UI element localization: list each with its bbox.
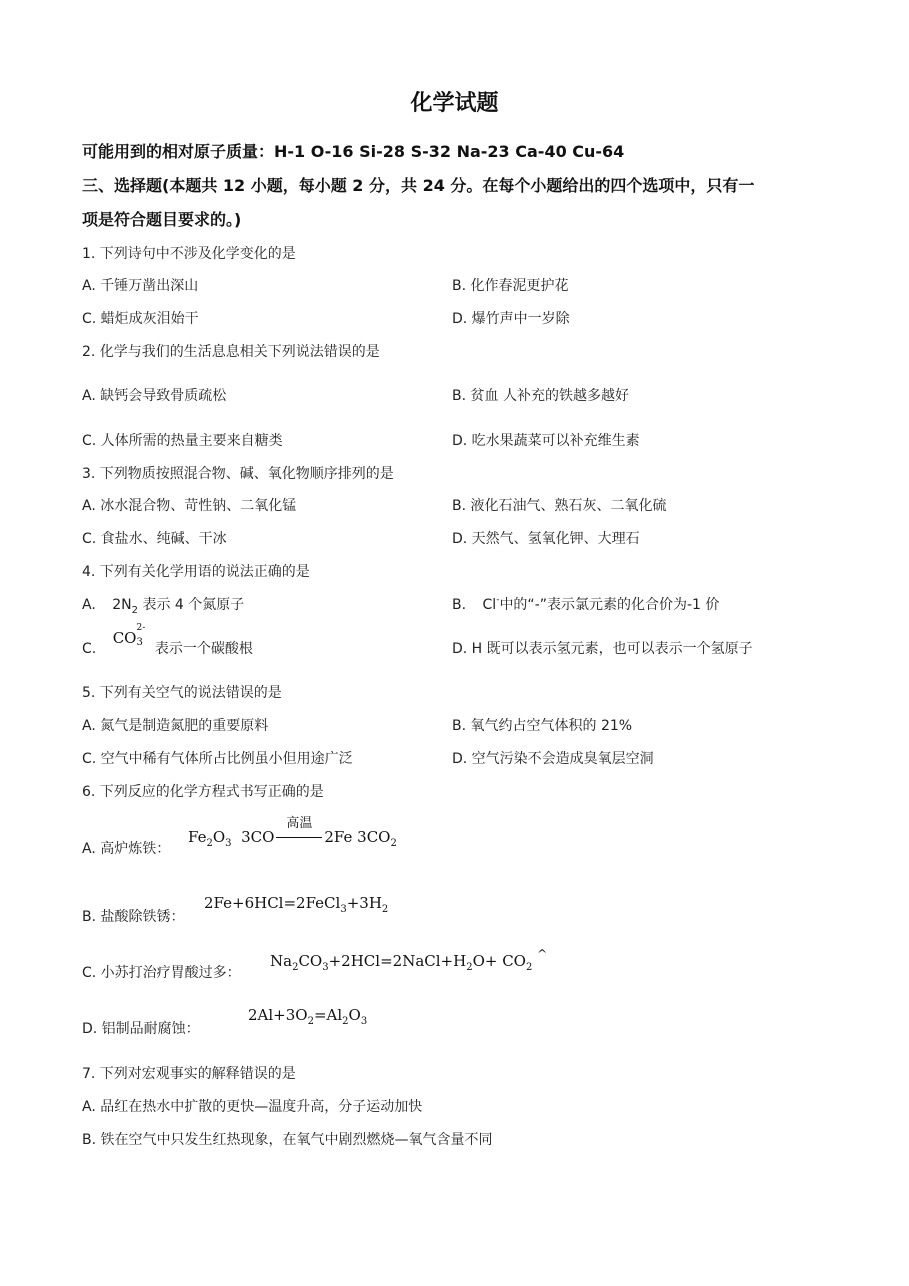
formula-cl-ion <box>483 597 500 613</box>
question-6-option-d-label: D. 铝制品耐腐蚀： <box>82 1021 200 1037</box>
question-6-option-b-label: B. 盐酸除铁锈： <box>82 909 185 925</box>
question-5-option-d: D. 空气污染不会造成臭氧层空洞 <box>452 751 654 767</box>
formula-subscript: 3 <box>136 637 143 648</box>
question-5-option-c: C. 空气中稀有气体所占比例虽小但用途广泛 <box>82 751 353 767</box>
formula-superscript: - <box>496 595 500 605</box>
option-text: 表示 4 个氮原子 <box>138 597 245 613</box>
question-7-option-a: A. 品红在热水中扩散的更快—温度升高，分子运动加快 <box>82 1099 423 1115</box>
question-4-option-d: D. H 既可以表示氢元素，也可以表示一个氢原子 <box>452 641 753 657</box>
equation-b: $2Fe+6HCl=2FeCl_3+3H_2$ <box>204 894 389 915</box>
option-label: A. <box>82 597 96 613</box>
page-title: 化学试题 <box>410 91 499 116</box>
question-1-option-c: C. 蜡炬成灰泪始干 <box>82 311 199 327</box>
question-3-stem: 3. 下列物质按照混合物、碱、氧化物顺序排列的是 <box>82 466 394 482</box>
equation-c: $Na_2CO_3+2HCl=2NaCl+H_2O+ CO_2$ ^ <box>270 947 548 973</box>
question-4-option-c <box>82 623 253 658</box>
question-5-option-b: B. 氧气约占空气体积的 21% <box>452 718 633 734</box>
question-3-option-c: C. 食盐水、纯碱、干冰 <box>82 531 227 547</box>
question-2-option-b: B. 贫血 人补充的铁越多越好 <box>452 388 629 404</box>
question-6-option-c-label: C. 小苏打治疗胃酸过多： <box>82 965 241 981</box>
question-2-option-a: A. 缺钙会导致骨质疏松 <box>82 388 227 404</box>
formula-text: CO <box>112 629 137 647</box>
question-2-option-d: D. 吃水果蔬菜可以补充维生素 <box>452 433 640 449</box>
formula-subscript: 2 <box>131 605 138 616</box>
section-heading-line1: 三、选择题(本题共 12 小题，每小题 2 分，共 24 分。在每个小题给出的四个选项中，只有一 <box>82 176 755 195</box>
formula-text: Cl <box>482 597 497 613</box>
question-5-stem: 5. 下列有关空气的说法错误的是 <box>82 685 282 701</box>
formula-superscript: 2- <box>136 623 146 633</box>
question-2-stem: 2. 化学与我们的生活息息相关下列说法错误的是 <box>82 344 380 360</box>
formula-2n2 <box>112 597 138 616</box>
option-label: C. <box>82 641 97 657</box>
equation-a: $Fe_2O_3$ 3CO 高温 2Fe $3CO_2$ <box>188 828 397 849</box>
reaction-condition: 高温 <box>286 816 313 831</box>
question-2-option-c: C. 人体所需的热量主要来自糖类 <box>82 433 283 449</box>
reaction-condition-arrow <box>276 816 322 842</box>
question-4-option-b <box>452 594 719 614</box>
question-4-option-a <box>82 594 244 616</box>
question-5-option-a: A. 氮气是制造氮肥的重要原料 <box>82 718 269 734</box>
question-4-stem: 4. 下列有关化学用语的说法正确的是 <box>82 564 310 580</box>
question-1-option-a: A. 千锤万凿出深山 <box>82 278 199 294</box>
question-6-option-a-label: A. 高炉炼铁： <box>82 841 171 857</box>
option-text: 表示一个碳酸根 <box>154 641 253 657</box>
question-1-stem: 1. 下列诗句中不涉及化学变化的是 <box>82 246 296 262</box>
section-heading-line2: 项是符合题目要求的。) <box>82 210 242 229</box>
equation-d: $2Al+3O_2=Al_2O_3$ <box>248 1006 368 1027</box>
formula-text: 2N <box>112 597 132 613</box>
question-7-option-b: B. 铁在空气中只发生红热现象，在氧气中剧烈燃烧—氧气含量不同 <box>82 1132 493 1148</box>
question-6-stem: 6. 下列反应的化学方程式书写正确的是 <box>82 784 324 800</box>
question-1-option-d: D. 爆竹声中一岁除 <box>452 311 570 327</box>
question-3-option-a: A. 冰水混合物、苛性钠、二氧化锰 <box>82 498 297 514</box>
question-3-option-b: B. 液化石油气、熟石灰、二氧化硫 <box>452 498 667 514</box>
question-7-stem: 7. 下列对宏观事实的解释错误的是 <box>82 1066 296 1082</box>
option-label: B. <box>452 597 467 613</box>
question-3-option-d: D. 天然气、氢氧化钾、大理石 <box>452 531 640 547</box>
atomic-mass-line: 可能用到的相对原子质量：H-1 O-16 Si-28 S-32 Na-23 Ca-40 Cu-64 <box>82 142 625 161</box>
option-text: 中的“-”表示氯元素的化合价为-1 价 <box>499 597 720 613</box>
question-1-option-b: B. 化作春泥更护花 <box>452 278 569 294</box>
formula-carbonate <box>112 623 151 648</box>
